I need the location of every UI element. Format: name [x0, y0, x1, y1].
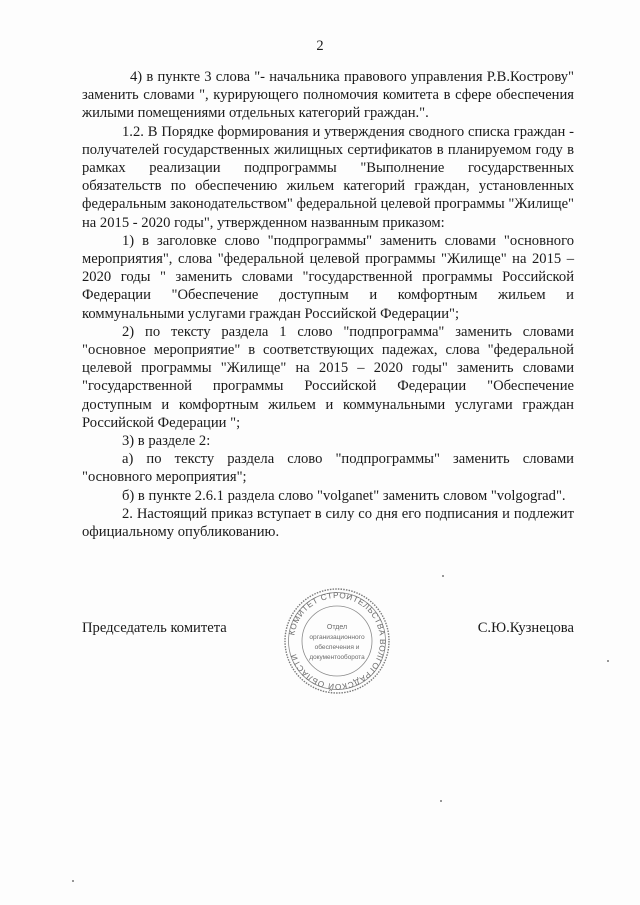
stamp-center-line-4: документооборота — [309, 654, 365, 661]
paragraph-subitem-1: 1) в заголовке слово "подпрограммы" заменить словами "основного мероприятия", слова "федеральной целевой программы "Жилище" на 2015 – 2020 годы " заменить словами "государственной программы Российской Федерации "Обеспечение доступным и комфортным жильем и коммунальными услугами граждан Российской Федерации"; — [82, 232, 574, 322]
stamp-ring-text: КОМИТЕТ СТРОИТЕЛЬСТВА ВОЛГОГРАДСКОЙ ОБЛАСТИ — [287, 590, 388, 692]
scan-speck — [442, 575, 444, 577]
scan-speck — [607, 660, 609, 662]
scan-speck — [72, 880, 74, 882]
signatory-position: Председатель комитета — [82, 620, 227, 636]
paragraph-subitem-3a: а) по тексту раздела слово "подпрограммы" заменить словами "основного мероприятия"; — [82, 451, 574, 486]
stamp-center-line-2: организационного — [309, 634, 365, 641]
signatory-name: С.Ю.Кузнецова — [477, 620, 574, 636]
scan-speck — [440, 800, 442, 802]
official-stamp — [283, 587, 391, 695]
paragraph-subitem-3: 3) в разделе 2: — [122, 433, 211, 450]
stamp-center-line-3: обеспечения и — [314, 644, 360, 651]
paragraph-subitem-3b: б) в пункте 2.6.1 раздела слово "volganet" заменить словом "volgograd". — [122, 487, 566, 504]
paragraph-subitem-2: 2) по тексту раздела 1 слово "подпрограмма" заменить словами "основное мероприятие" в соответствующих падежах, слова "федеральной целевой программы "Жилище" на 2015 – 2020 годы" заменить словами "государственной программы Российской Федерации "Обеспечение доступным и комфортным жильем и коммунальными услугами граждан Российской Федерации "; — [82, 323, 574, 431]
paragraph-item-4: 4) в пункте 3 слова "- начальника правового управления Р.В.Кострову" заменить словами ", курирующего полномочия комитета в сфере обеспечения жилыми помещениями отдельных категорий граждан.". — [82, 69, 574, 122]
paragraph-item-2-effect: 2. Настоящий приказ вступает в силу со дня его подписания и подлежит официальному опубликованию. — [82, 505, 574, 541]
document-body — [82, 68, 574, 541]
stamp-center-line-1: Отдел — [326, 624, 348, 631]
paragraph-section-1-2: 1.2. В Порядке формирования и утверждения сводного списка граждан - получателей государственных жилищных сертификатов в планируемом году в рамках реализации подпрограммы "Выполнение государственных обязательств по обеспечению жильем категорий граждан, установленных федеральным законодательством" федеральной целевой программы "Жилище" на 2015 - 2020 годы", утвержденном названным приказом: — [82, 123, 574, 231]
page-number: 2 — [316, 38, 324, 54]
